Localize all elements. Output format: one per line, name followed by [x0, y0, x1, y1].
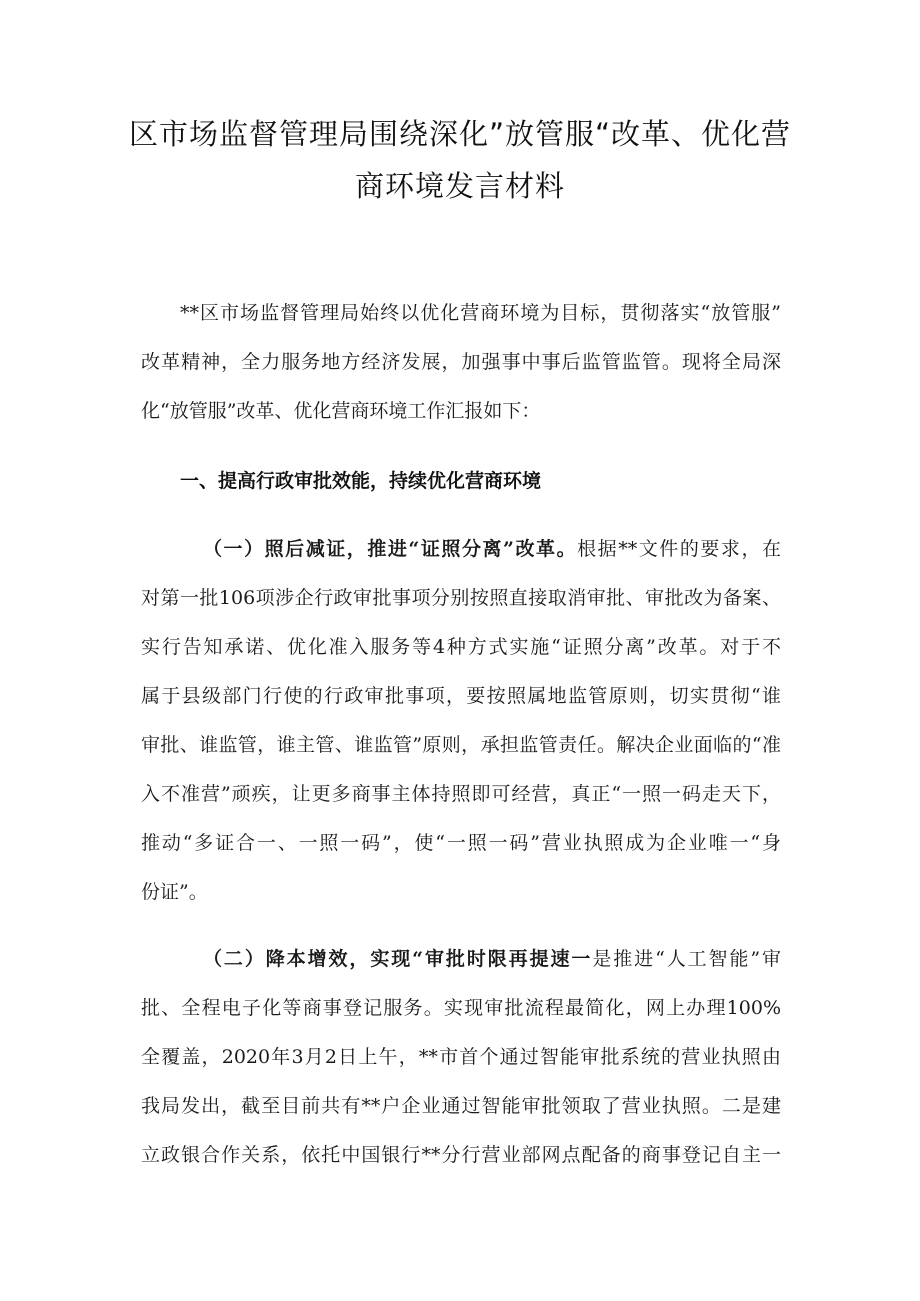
sub2-first-line-rest: 是推进“人工智能”审	[592, 948, 781, 970]
sub1-first-line-rest: 根据**文件的要求，在	[577, 538, 781, 560]
sub1-line-8: 份证”。	[141, 881, 208, 903]
section-1-heading: 一、提高行政审批效能，持续优化营商环境	[180, 470, 542, 492]
sub1-line-6: 入不准营”顽疾，让更多商事主体持照即可经营，真正“一照一码走天下，	[141, 783, 781, 805]
intro-line-2: 改革精神，全力服务地方经济发展，加强事中事后监管监管。现将全局深	[141, 351, 781, 373]
sub2-line-5: 立政银合作关系，依托中国银行**分行营业部网点配备的商事登记自主一	[141, 1144, 781, 1166]
intro-line-1: **区市场监督管理局始终以优化营商环境为目标，贯彻落实“放管服”	[180, 302, 781, 324]
sub1-line-4: 属于县级部门行使的行政审批事项，要按照属地监管原则，切实贯彻“谁	[141, 685, 781, 707]
sub1-line-5: 审批、谁监管，谁主管、谁监管”原则，承担监管责任。解决企业面临的“准	[141, 734, 781, 756]
sub2-bold-lead: （二）降本增效，实现“审批时限再提速一	[203, 948, 593, 970]
sub1-bold-lead: （一）照后减证，推进“证照分离”改革。	[203, 538, 578, 560]
title-line-2: 商环境发言材料	[354, 169, 565, 203]
intro-line-3: 化“放管服”改革、优化营商环境工作汇报如下：	[141, 400, 541, 422]
title-line-1: 区市场监督管理局围绕深化”放管服“改革、优化营	[128, 117, 792, 151]
sub1-line-2: 对第一批106项涉企行政审批事项分别按照直接取消审批、审批改为备案、	[141, 587, 781, 609]
sub1-line-7: 推动“多证合一、一照一码”，使“一照一码”营业执照成为企业唯一“身	[141, 832, 781, 854]
sub2-line-1	[203, 946, 781, 972]
sub2-line-4: 我局发出，截至目前共有**户企业通过智能审批领取了营业执照。二是建	[141, 1095, 781, 1117]
sub2-line-2: 批、全程电子化等商事登记服务。实现审批流程最简化，网上办理100%	[141, 997, 781, 1019]
sub1-line-1	[203, 536, 781, 562]
sub2-line-3: 全覆盖，2020年3月2日上午，**市首个通过智能审批系统的营业执照由	[141, 1046, 781, 1068]
document-title	[120, 108, 800, 212]
sub1-line-3: 实行告知承诺、优化准入服务等4种方式实施“证照分离”改革。对于不	[141, 636, 781, 658]
